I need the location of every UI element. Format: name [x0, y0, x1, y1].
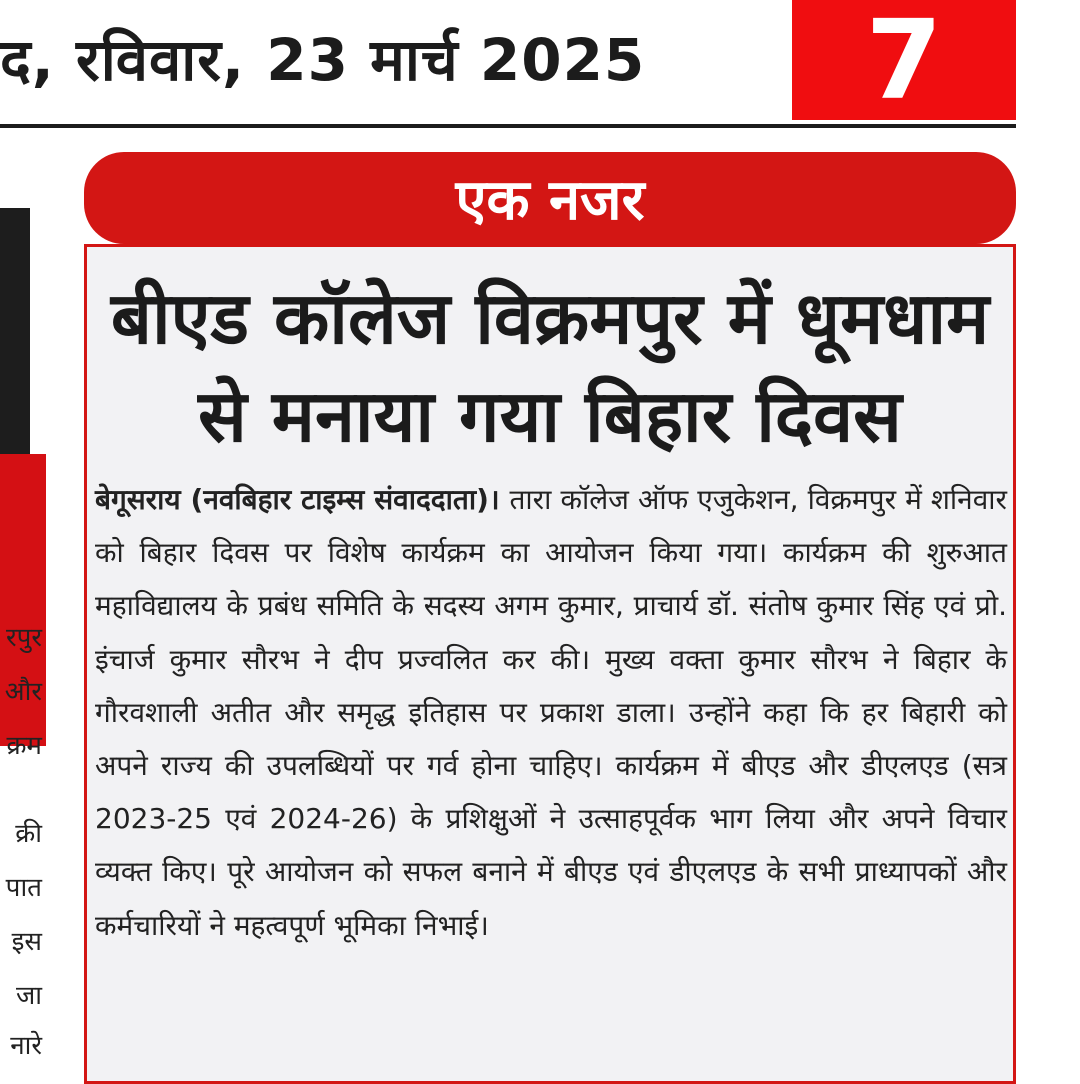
adjacent-text-line: इस — [11, 927, 42, 957]
adjacent-column — [0, 140, 46, 1071]
headline-line-2: से मनाया गया बिहार दिवस — [198, 374, 902, 458]
adjacent-text-line: नारे — [10, 1031, 42, 1061]
page-number: 7 — [865, 0, 943, 124]
article-body — [95, 473, 1007, 952]
section-header-band — [84, 152, 1016, 244]
article-text: तारा कॉलेज ऑफ एजुकेशन, विक्रमपुर में शनिवार को बिहार दिवस पर विशेष कार्यक्रम का आयोजन किया गया। कार्यक्रम की शुरुआत महाविद्यालय के प्रबंध समिति के सदस्य अगम कुमार, प्राचार्य डॉ. संतोष कुमार सिंह एवं प्रो. इंचार्ज कुमार सौरभ ने दीप प्रज्वलित कर की। मुख्य वक्ता कुमार सौरभ ने बिहार के गौरवशाली अतीत और समृद्ध इतिहास पर प्रकाश डाला। उन्होंने कहा कि हर बिहारी को अपने राज्य की उपलब्धियों पर गर्व होना चाहिए। कार्यक्रम में बीएड और डीएलएड (सत्र 2023-25 एवं 2024-26) के प्रशिक्षुओं ने उत्साहपूर्वक भाग लिया और अपने विचार व्यक्त किए। पूरे आयोजन को सफल बनाने में बीएड एवं डीएलएड के सभी प्राध्यापकों और कर्मचारियों ने महत्वपूर्ण भूमिका निभाई। — [95, 483, 1007, 942]
header-rule — [0, 124, 1016, 128]
article-dateline: बेगूसराय (नवबिहार टाइम्स संवाददाता)। — [95, 483, 510, 516]
headline-line-1: बीएड कॉलेज विक्रमपुर में धूमधाम — [110, 276, 990, 360]
article-headline — [87, 269, 1013, 465]
masthead-dateline: द, रविवार, 23 मार्च 2025 — [0, 26, 646, 94]
adjacent-text-line: जा — [15, 981, 42, 1011]
page-number-box — [792, 0, 1016, 124]
adjacent-text-line: क्रम — [6, 731, 42, 761]
adjacent-text-line: पात — [5, 873, 42, 903]
article-box — [84, 244, 1016, 1084]
adjacent-text-line: और — [4, 677, 42, 707]
adjacent-text-line: क्री — [15, 819, 42, 849]
adjacent-text-line: रपुर — [5, 623, 42, 653]
section-title: एक नजर — [455, 168, 645, 233]
